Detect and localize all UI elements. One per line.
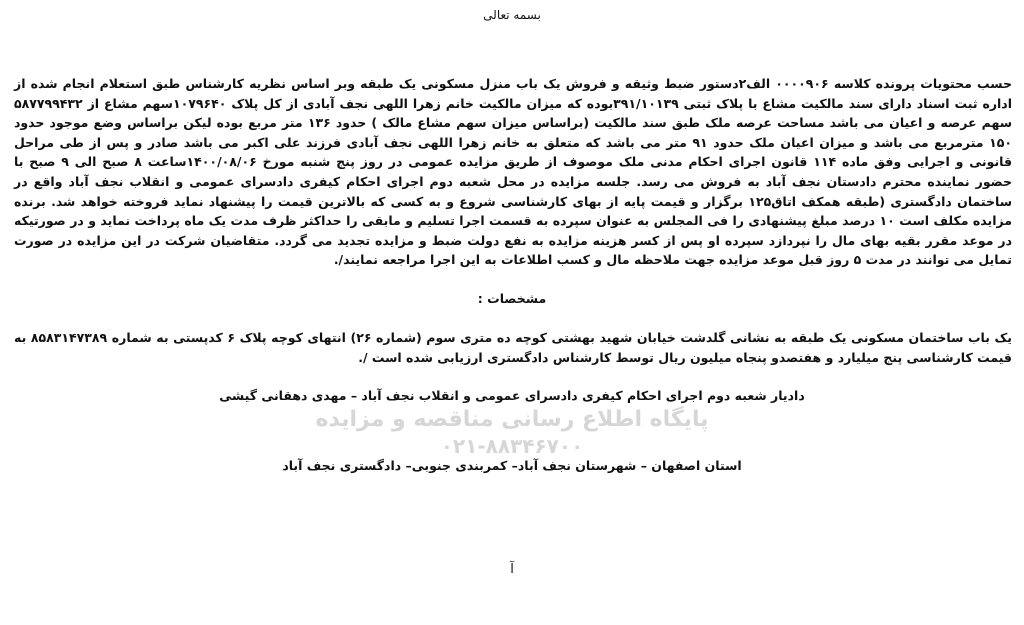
property-specs-text: یک باب ساختمان مسکونی یک طبقه به نشانی گلدشت خیابان شهید بهشتی کوچه ده متری سوم (شماره ۲۶) انتهای کوچه پلاک ۶ کدپستی به شماره ۸۵۸۳۱۴۷۳۸۹ به قیمت کارشناسی پنج میلیارد و هفتصدو پنجاه میلیون ریال توسط کارشناس دادگستری ارزیابی شده است /. [14, 330, 1012, 365]
watermark-text: پایگاه اطلاع رسانی مناقصه و مزایده [315, 407, 709, 432]
auction-body-text: حسب محتویات پرونده کلاسه ۰۰۰۰۹۰۶ الف۲دستور ضبط وثیقه و فروش یک باب منزل مسکونی یک طبقه وبر اساس نظریه کارشناس طبق استعلام انجام شده از اداره ثبت اسناد دارای سند مالکیت مشاع با پلاک ثبتی ۳۹۱/۱۰۱۳۹بوده که میزان مالکیت خانم زهرا اللهی نجف آبادی از کل پلاک ۱۰۷۹۶۴۰سهم مشاع از ۵۸۷۷۹۹۴۳۲ سهم عرصه و اعیان می باشد مساحت عرصه ملک طبق سند مالکیت (براساس میزان سهم مشاع مالک ) حدود ۱۳۶ متر مربع بوده لیکن براساس وضع موجود حدود ۱۵۰ مترمربع می باشد و میزان اعیان ملک حدود ۹۱ متر می باشد که متعلق به خانم زهرا اللهی نجف آبادی فرزند علی اکبر می باشد صادر و پس از طی مراحل قانونی و اجرایی وفق ماده ۱۱۴ قانون اجرای احکام مدنی ملک موصوف از طریق مزایده عمومی در روز پنج شنبه مورخ ۱۴۰۰/۰۸/۰۶ساعت ۸ صبح الی ۹ صبح با حضور نماینده محترم دادستان نجف آباد به فروش می رسد. جلسه مزایده در محل شعبه دوم اجرای احکام کیفری دادسرای عمومی و انقلاب نجف آباد واقع در ساختمان دادگستری (طبقه همکف اتاق۱۲۵ برگزار و قیمت پایه از بهای کارشناسی شروع و به کسی که بالاترین قیمت را پیشنهاد نماید فروخته خواهد شد. برنده مزایده مکلف است ۱۰ درصد مبلغ پیشنهادی را فی المجلس به عنوان سپرده به قسمت اجرا تسلیم و مابقی را حداکثر ظرف مدت یک ماه پرداخت نماید و در صورتیکه در موعد مقرر بقیه بهای مال را نپردازد سپرده او پس از کسر هزینه مزایده به نفع دولت ضبط و مزایده تجدید می گردد. متقاضیان شرکت در این مزایده در صورت تمایل می توانند در مدت ۵ روز قبل موعد مزایده جهت ملاحظه مال و کسب اطلاعات به این اجرا مراجعه نمایند/. [14, 76, 1013, 268]
watermark-phone: ۰۲۱-۸۸۳۴۶۷۰۰ [440, 434, 584, 458]
specs-heading: مشخصات : [477, 291, 547, 306]
page-mark: آ [510, 562, 514, 577]
document-header: بسمه تعالی [483, 8, 541, 22]
court-location: استان اصفهان – شهرستان نجف آباد– کمربندی جنوبی– دادگستری نجف آباد [282, 458, 742, 473]
signature-line: دادیار شعبه دوم اجرای احکام کیفری دادسرای عمومی و انقلاب نجف آباد – مهدی دهقانی گیشی [219, 388, 805, 403]
watermark [0, 405, 1024, 461]
